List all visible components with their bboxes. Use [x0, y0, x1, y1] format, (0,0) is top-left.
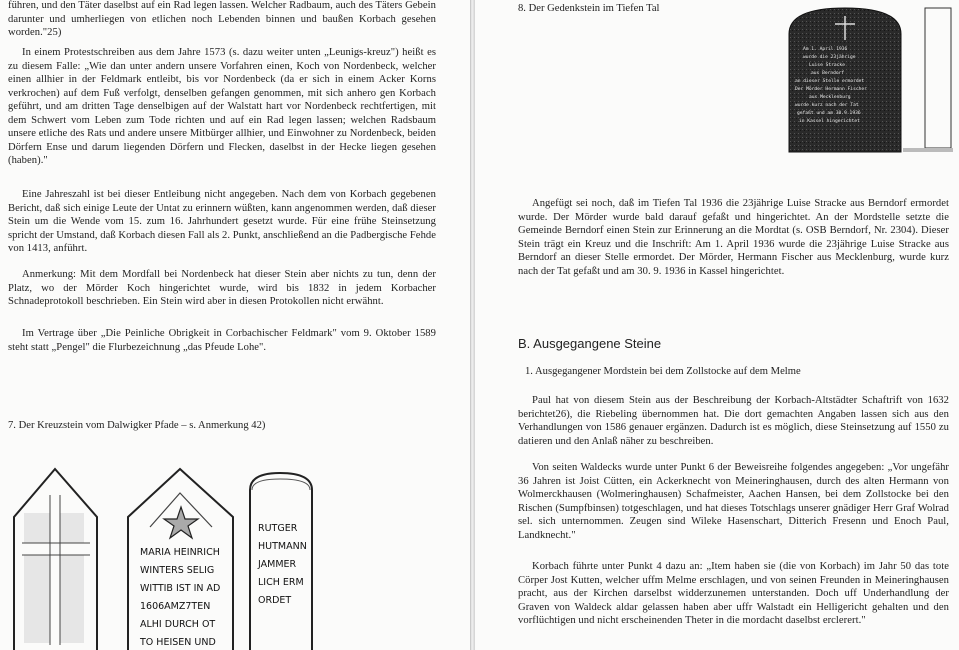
left-paragraph-3: Eine Jahreszahl ist bei dieser Entleibung nicht angegeben. Nach dem von Korbach gegebenen Bericht, daß sich einige Leute der Untat zu erinnern wüßten, kann angenommen werden, daß dieser Stein um die Wende vom 15. zum 16. Jahrhundert gesetzt wurde. Für eine frühe Steinsetzung spricht der Umstand, daß Korbach diesen Fall als 2. Punkt, anschließend an die Padbergische Fehde von 1413, anführt. [8, 189, 437, 254]
stone2-line-6: TO HEISEN UND [140, 637, 216, 648]
photo-line-10: in Kassel hingerichtet [799, 119, 860, 124]
stone3-line-2: HUTMANN [258, 541, 307, 552]
subsection-heading: 1. Ausgegangener Mordstein bei dem Zollstocke auf dem Melme [525, 366, 801, 377]
photo-line-5: an dieser Stelle ermordet [795, 79, 865, 84]
figure-7-caption: 7. Der Kreuzstein vom Dalwigker Pfade – s. Anmerkung 42) [8, 420, 266, 431]
photo-line-3: Luise Stracke [809, 63, 845, 68]
stone3-line-1: RUTGER [258, 523, 298, 534]
right-page [475, 0, 959, 650]
right-paragraph-2: Paul hat von diesem Stein aus der Beschreibung der Korbach-Altstädter Schaftrift von 1632 berichtet26), die Riebeling übernommen hat. Die dort gemachten Angaben lassen sich aus den Verhandlungen von 1586 genauer ergänzen. Dadurch ist es möglich, diese Steinsetzung auf 1550 zu datieren und den Anlaß näher zu beschreiben. [518, 395, 949, 447]
right-paragraph-1: Angefügt sei noch, daß im Tiefen Tal 1936 die 23jährige Luise Stracke aus Berndorf ermordet wurde. Der Mörder wurde bald darauf gefaßt und hingerichtet. An der Mordstelle setzte die Gemeinde Berndorf einen Stein zur Erinnerung an die Mordtat (s. OSB Berndorf, Nr. 2304). Dieser Stein trägt ein Kreuz und die Inschrift: Am 1. April 1936 wurde die 23jährige Luise Stracke aus Berndorf an dieser Stelle ermordet. Der Mörder, Hermann Fischer aus Mecklenburg, wurde kurz nach der Tat gefaßt und am 30. 9. 1936 in Kassel hingerichtet. [518, 198, 949, 277]
photo-line-6: Der Mörder Hermann Fischer [795, 87, 867, 92]
photo-line-1: Am 1. April 1936 [803, 47, 848, 52]
gedenkstein-photo [785, 4, 955, 154]
inscription-stone-drawing [128, 469, 233, 650]
photo-line-2: wurde die 23jährige [803, 55, 856, 60]
left-page [0, 0, 470, 650]
stone2-line-5: ALHI DURCH OT [140, 619, 216, 630]
photo-line-8: wurde kurz nach der Tat [795, 103, 859, 108]
stone2-line-4: 1606AMZ7TEN [140, 601, 211, 612]
stone3-line-3: JAMMER [258, 559, 297, 570]
stone2-line-1: MARIA HEINRICH [140, 547, 220, 558]
rutger-hutmann-stone-drawing [250, 473, 312, 650]
left-paragraph-1: führen, und den Täter daselbst auf ein Rad legen lassen. Welcher Radbaum, auch des Täters Gebein darunter und umherliegen von etlichen noch Lebenden binnen und baußen Korbach gesehen worden."25) [8, 0, 436, 38]
stone3-line-5: ORDET [258, 595, 292, 606]
photo-line-7: aus Mecklenburg [809, 95, 851, 100]
left-paragraph-2: In einem Protestschreiben aus dem Jahre 1573 (s. dazu weiter unten „Leunigs-kreuz") heißt es zu diesem Falle: „Wie dan unter andern unsere Vorfahren einen, Koch von Nordenbeck, welcher einen allhier in der Feldmark entleibt, bis vor Nordenbeck (da er sich in einem Acker Korns verkrochen) auf dem Fuß verfolgt, denselben gefangen genommen, mit sich anhero gen Korbach geführt, und am dritten Tage denselbigen auf der Walstatt hart vor Nordenbeck rechtfertigen, mit dem Schwert vom Leben zum Tode richten und auf ein Rad legen lassen; welchen Radsbaum unsere etliche des Rats und andere unsere Mitbürger allhier, und Einwohner zu Nordenbeck, beiden Dörfern Ense und darum liegenden Dörfern und Flecken, daselbst in der Hecke liegen gesehen (haben)." [8, 47, 436, 166]
right-paragraph-3: Von seiten Waldecks wurde unter Punkt 6 der Beweisreihe folgendes angegeben: „Vor ungefähr 36 Jahren ist Joist Cütten, ein Ackerknecht von Meineringhausen, durch des alten Hermann von Wolmerckhausen (Wolmeringhausen) Schafmeister, Aachen Hansen, bei dem Zollstocke bei den Rischen (Sumpfbinsen) totgeschlagen, und hat dieses Totschlags unserer gnädiger Herr Graf Wolrad sel. sich unternommen. Zeugen sind Wileke Hasenschart, Ditterich Fresenn und Enoch Paul, Landknecht." [518, 462, 949, 541]
left-paragraph-5: Im Vertrage über „Die Peinliche Obrigkeit in Corbachischer Feldmark" vom 9. Oktober 1589 steht statt „Pengel" die Flurbezeichnung „das Pfeude Lohe". [8, 328, 436, 353]
stone3-line-4: LICH ERM [258, 577, 304, 588]
photo-line-4: aus Berndorf [811, 71, 845, 76]
stone2-line-2: WINTERS SELIG [140, 565, 215, 576]
left-paragraph-4: Anmerkung: Mit dem Mordfall bei Nordenbeck hat dieser Stein aber nichts zu tun, denn der Platz, wo der Mörder Koch hingerichtet wurde, wird bis 1832 in jedem Korbacher Schnadeprotokoll beschrieben. Ein Stein wird aber in diesen Protokollen nicht erwähnt. [8, 269, 436, 307]
figure-8-caption: 8. Der Gedenkstein im Tiefen Tal [518, 3, 660, 14]
stone2-line-3: WITTIB IST IN AD [140, 583, 221, 594]
right-paragraph-4: Korbach führte unter Punkt 4 dazu an: „Item haben sie (die von Korbach) im Jahr 50 das tote Cörper Jost Kutten, welcher uffm Melme erschlagen, und von seinen Freunden in Meineringhausen pracht, aus der Kirchen darselbst widderzunemen unterstanden. Doch uff Underhandlung der Graven von Waldeck aldar gelassen haben aber uffr Walstadt ein Helligericht gehalten und den vorflüchtigen und nicht erscheinenden Theter in die mordacht daselbst erclerert." [518, 561, 949, 626]
cross-stone-drawing [14, 469, 97, 650]
kreuzstein-drawings [0, 455, 470, 650]
photo-line-9: gefaßt und am 30.9.1936 [797, 111, 861, 116]
section-heading: B. Ausgegangene Steine [518, 336, 662, 351]
